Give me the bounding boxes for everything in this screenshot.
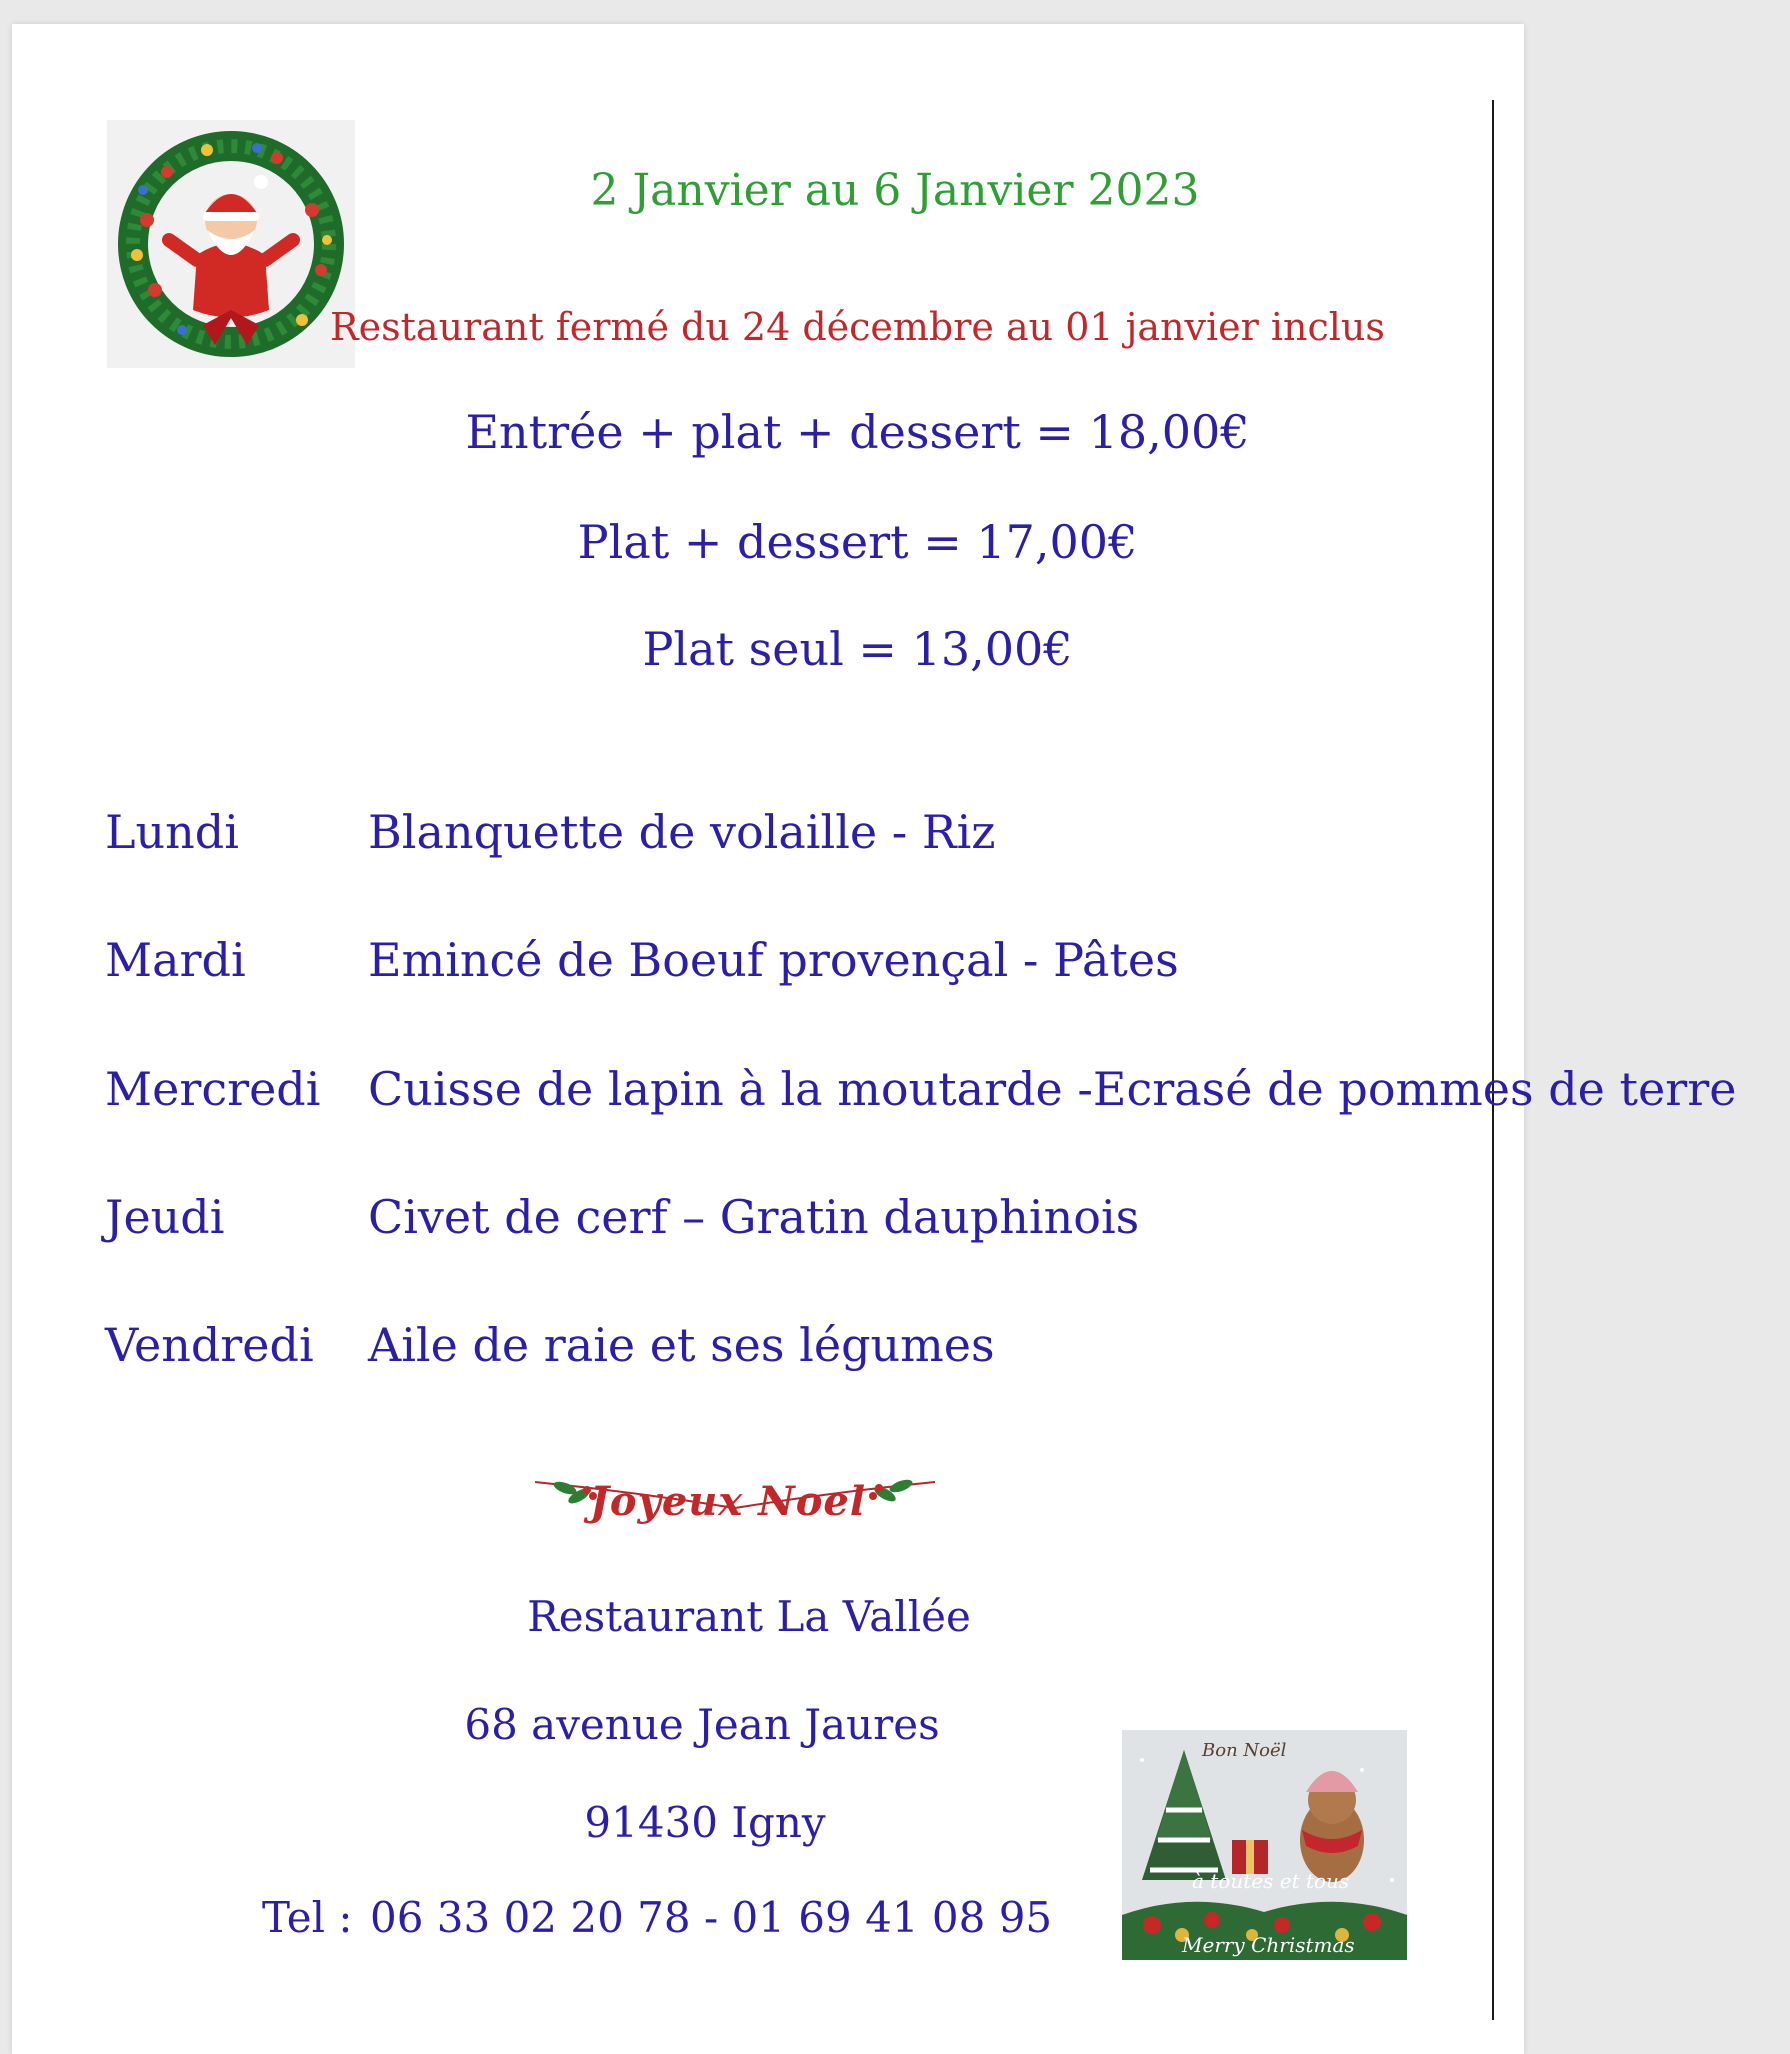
menu-dish: Civet de cerf – Gratin dauphinois [368,1190,1140,1244]
christmas-card-image [1122,1730,1407,1960]
price-line-plat-seul: Plat seul = 13,00€ [642,622,1073,676]
restaurant-name: Restaurant La Vallée [527,1592,971,1641]
price-line-plat-dessert: Plat + dessert = 17,00€ [577,515,1138,569]
card-bottom-text: Merry Christmas [1182,1933,1355,1957]
price-line-full-menu: Entrée + plat + dessert = 18,00€ [465,405,1250,459]
address-city: 91430 Igny [584,1798,826,1847]
menu-day: Mercredi [105,1062,321,1116]
card-middle-text: à toutes et tous [1192,1869,1350,1893]
address-street: 68 avenue Jean Jaures [464,1700,940,1749]
menu-dish: Aile de raie et ses légumes [368,1318,995,1372]
menu-dish: Blanquette de volaille - Riz [368,805,996,859]
greeting-text: Joyeux Noel [590,1478,867,1525]
closure-notice: Restaurant fermé du 24 décembre au 01 janvier inclus [330,305,1385,349]
page-edge-line [1492,100,1494,2020]
menu-day: Lundi [105,805,239,859]
menu-dish: Emincé de Boeuf provençal - Pâtes [368,933,1179,987]
date-range-heading: 2 Janvier au 6 Janvier 2023 [590,165,1200,216]
christmas-greeting [535,1470,935,1540]
menu-dish: Cuisse de lapin à la moutarde -Ecrasé de pommes de terre [368,1062,1737,1116]
phone-label: Tel : [262,1893,353,1942]
phone-numbers: 06 33 02 20 78 - 01 69 41 08 95 [370,1893,1053,1942]
menu-day: Mardi [105,933,246,987]
menu-day: Jeudi [105,1190,225,1244]
menu-day: Vendredi [105,1318,314,1372]
card-top-text: Bon Noël [1202,1740,1287,1761]
